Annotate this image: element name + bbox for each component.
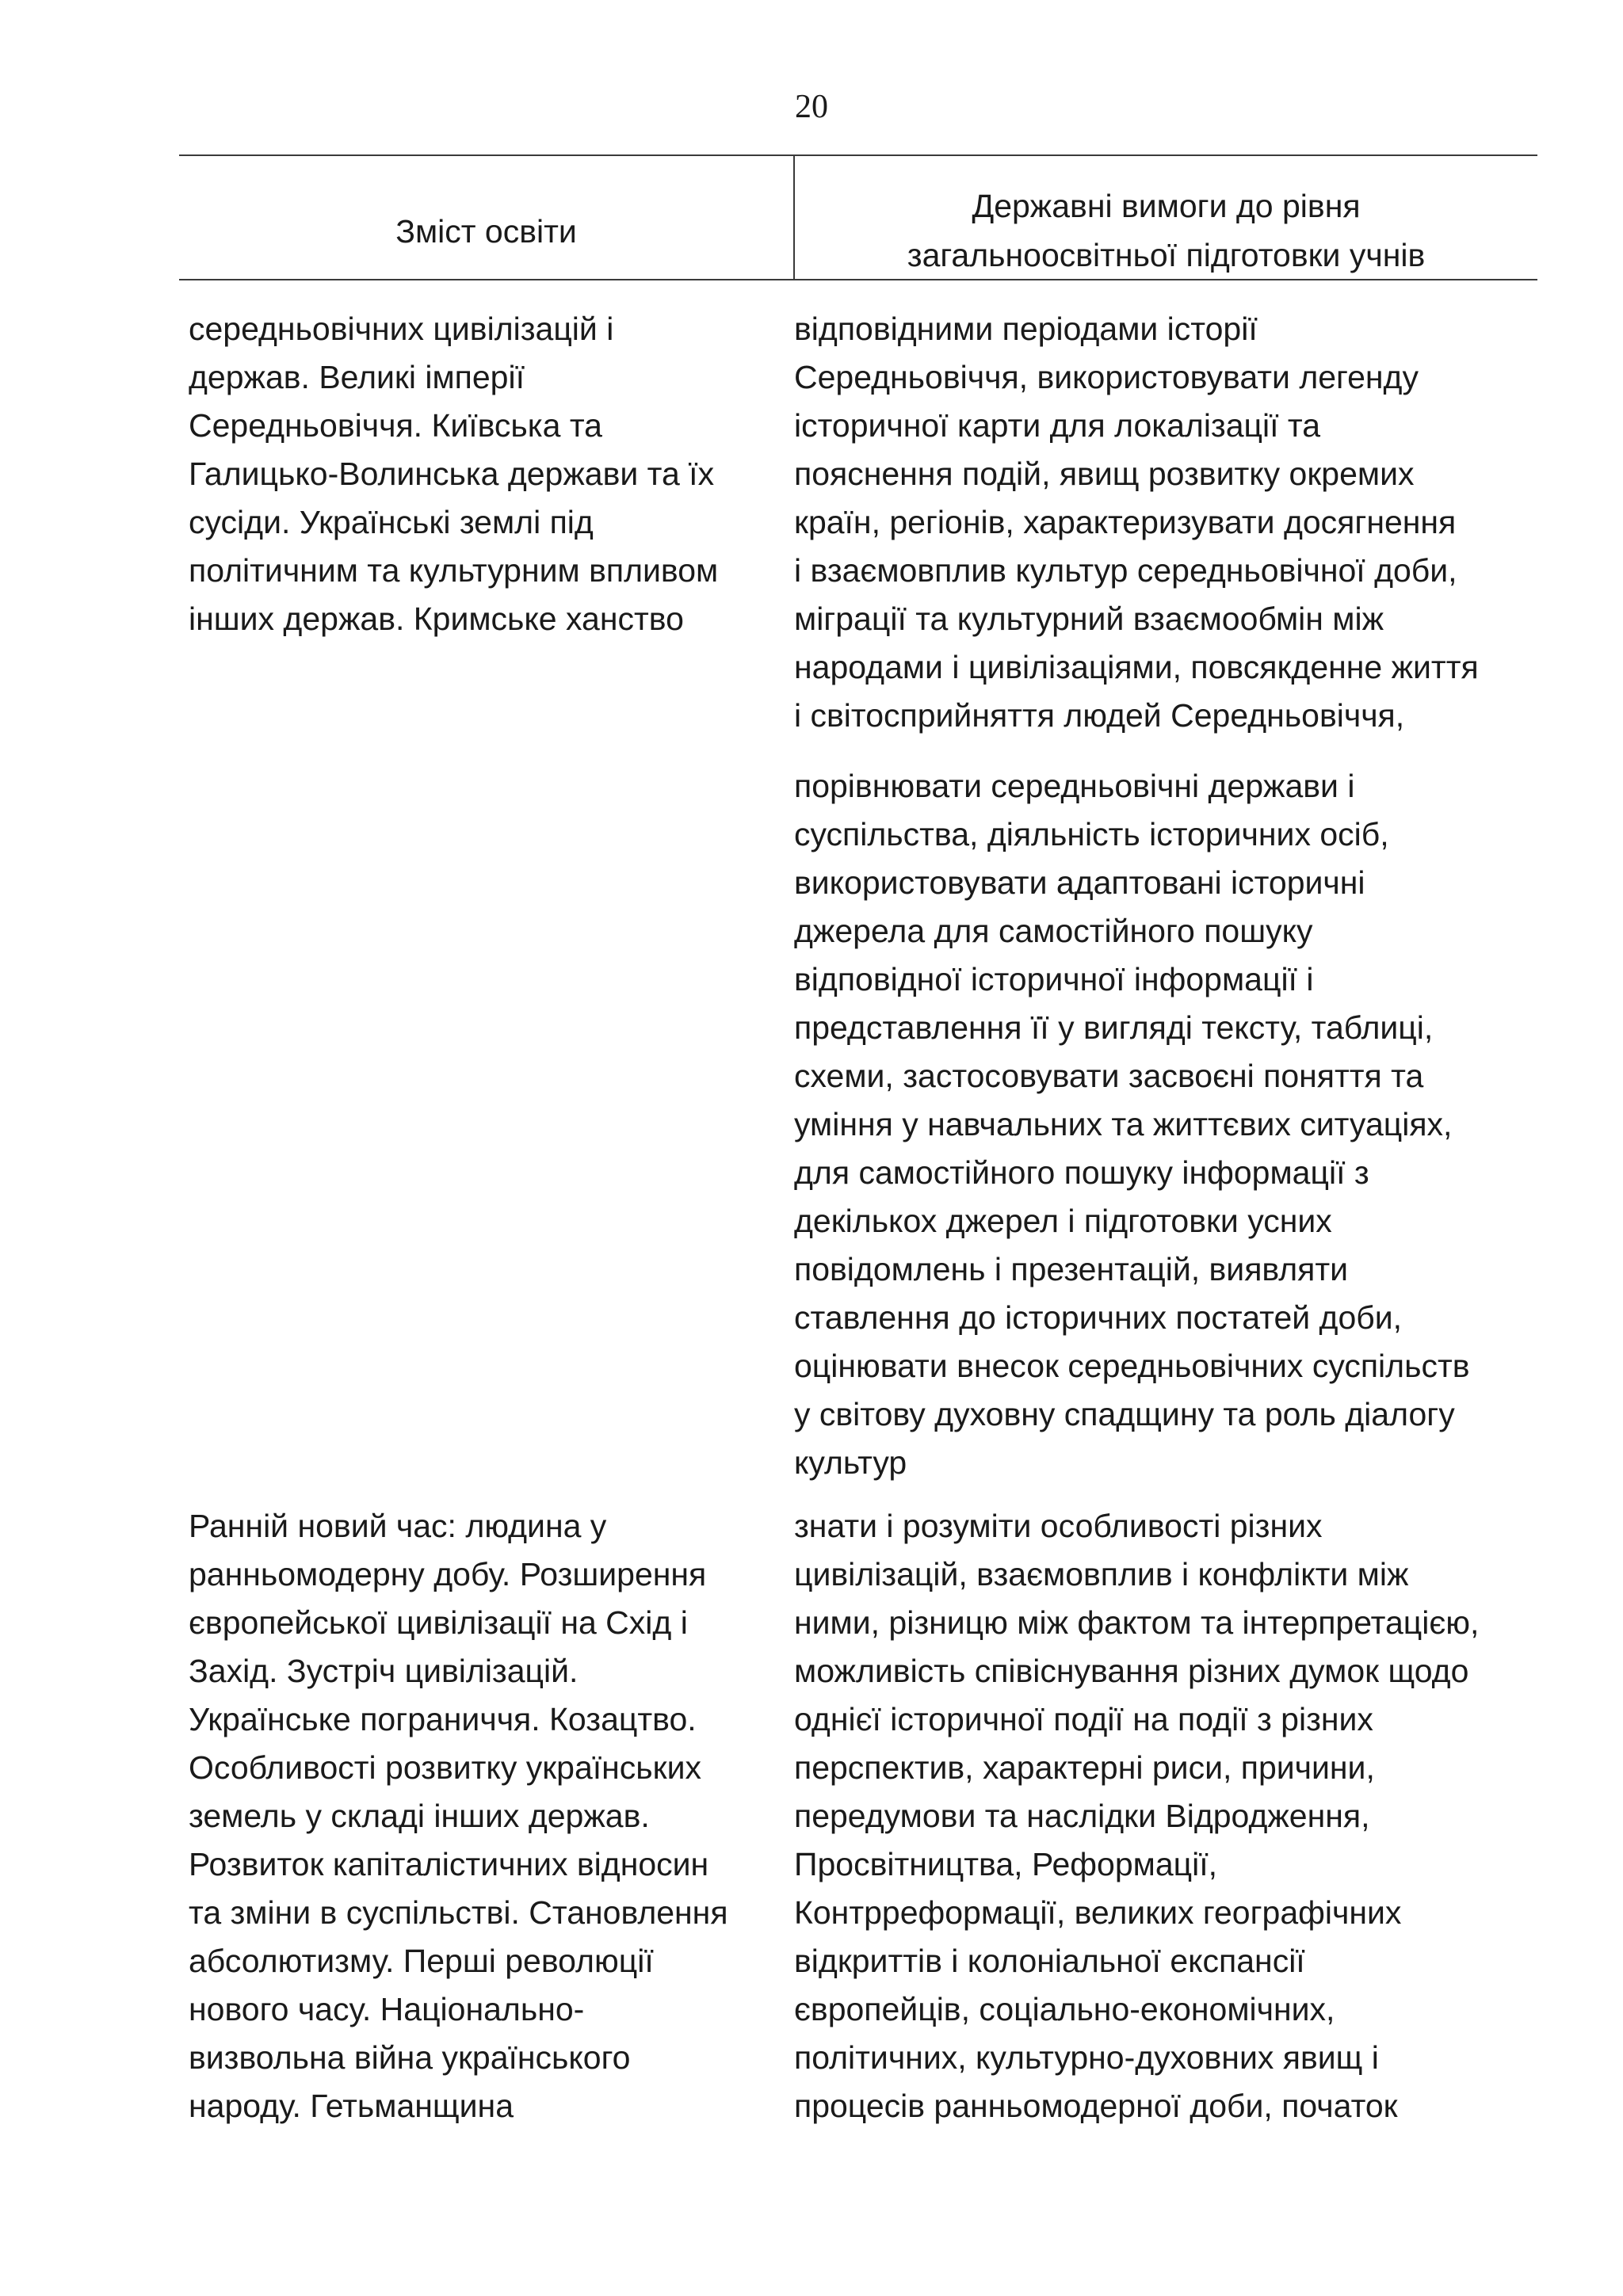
text-line: пояснення подій, явищ розвитку окремих [794, 456, 1415, 492]
text-line: використовувати адаптовані історичні [794, 864, 1365, 901]
text-line: Контрреформації, великих географічних [794, 1894, 1402, 1931]
row-1-requirements-paragraph-2 [794, 762, 1543, 1487]
text-line: держав. Великі імперії [189, 359, 525, 395]
text-line: процесів ранньомодерної доби, початок [794, 2088, 1398, 2124]
text-line: Середньовіччя. Київська та [189, 407, 602, 444]
text-line: ними, різницю між фактом та інтерпретацією, [794, 1604, 1480, 1641]
text-line: схеми, застосовувати засвоєні поняття та [794, 1058, 1424, 1094]
text-line: політичних, культурно-духовних явищ і [794, 2039, 1379, 2076]
text-line: Українське пограниччя. Козацтво. [189, 1701, 697, 1737]
text-line: Ранній новий час: людина у [189, 1508, 607, 1544]
text-line: Просвітництва, Реформації, [794, 1846, 1218, 1882]
text-line: Середньовіччя, використовувати легенду [794, 359, 1419, 395]
text-line: ставлення до історичних постатей доби, [794, 1299, 1403, 1336]
text-line: перспектив, характерні риси, причини, [794, 1749, 1375, 1786]
column-header-content: Зміст освіти [395, 213, 577, 250]
text-line: відкриттів і колоніальної експансії [794, 1943, 1305, 1979]
text-line: оцінювати внесок середньовічних суспільств [794, 1348, 1470, 1384]
text-line: відповідними періодами історії [794, 311, 1258, 347]
row-1-content-cell [189, 305, 791, 643]
row-2-requirements-cell [794, 1502, 1543, 2130]
column-header-requirements-line-1: Державні вимоги до рівня [972, 188, 1361, 224]
text-line: міграції та культурний взаємообмін між [794, 601, 1384, 637]
page-number: 20 [795, 89, 828, 125]
text-line: європейської цивілізації на Схід і [189, 1604, 688, 1641]
row-1-requirements-paragraph-1 [794, 305, 1543, 740]
text-line: народу. Гетьманщина [189, 2088, 514, 2124]
text-line: та зміни в суспільстві. Становлення [189, 1894, 728, 1931]
text-line: повідомлень і презентацій, виявляти [794, 1251, 1349, 1287]
text-line: ранньомодерну добу. Розширення [189, 1556, 707, 1592]
text-line: і світосприйняття людей Середньовіччя, [794, 697, 1405, 734]
text-line: і взаємовплив культур середньовічної доби, [794, 552, 1457, 589]
text-line: передумови та наслідки Відродження, [794, 1798, 1370, 1834]
table-top-rule [179, 154, 1537, 156]
text-line: середньовічних цивілізацій і [189, 311, 614, 347]
text-line: народами і цивілізаціями, повсякденне життя [794, 649, 1479, 685]
column-header-requirements-line-2: загальноосвітньої підготовки учнів [907, 237, 1426, 273]
row-2-content-cell [189, 1502, 791, 2130]
text-line: визвольна війна українського [189, 2039, 631, 2076]
text-line: для самостійного пошуку інформації з [794, 1154, 1369, 1191]
text-line: Галицько-Волинська держави та їх [189, 456, 715, 492]
text-line: культур [794, 1444, 907, 1481]
text-line: земель у складі інших держав. [189, 1798, 650, 1834]
text-line: Особливості розвитку українських [189, 1749, 701, 1786]
text-line: країн, регіонів, характеризувати досягнення [794, 504, 1457, 540]
text-line: знати і розуміти особливості різних [794, 1508, 1323, 1544]
text-line: порівнювати середньовічні держави і [794, 768, 1355, 804]
text-line: представлення її у вигляді тексту, таблиці, [794, 1009, 1434, 1046]
text-line: однієї історичної події на події з різних [794, 1701, 1373, 1737]
text-line: відповідної історичної інформації і [794, 961, 1314, 997]
column-header-requirements [795, 185, 1537, 276]
text-line: у світову духовну спадщину та роль діалогу [794, 1396, 1455, 1432]
text-line: абсолютизму. Перші революції [189, 1943, 654, 1979]
text-line: цивілізацій, взаємовплив і конфлікти між [794, 1556, 1409, 1592]
header-bottom-rule [179, 279, 1537, 280]
text-line: суспільства, діяльність історичних осіб, [794, 816, 1389, 852]
text-line: Захід. Зустріч цивілізацій. [189, 1653, 579, 1689]
text-line: сусіди. Українські землі під [189, 504, 594, 540]
text-line: історичної карти для локалізації та [794, 407, 1321, 444]
text-line: Розвиток капіталістичних відносин [189, 1846, 709, 1882]
text-line: політичним та культурним впливом [189, 552, 719, 589]
text-line: нового часу. Національно- [189, 1991, 585, 2027]
text-line: європейців, соціально-економічних, [794, 1991, 1335, 2027]
text-line: джерела для самостійного пошуку [794, 913, 1313, 949]
text-line: декількох джерел і підготовки усних [794, 1203, 1332, 1239]
text-line: уміння у навчальних та життєвих ситуаціях, [794, 1106, 1453, 1142]
text-line: можливість співіснування різних думок щодо [794, 1653, 1469, 1689]
text-line: інших держав. Кримське ханство [189, 601, 684, 637]
